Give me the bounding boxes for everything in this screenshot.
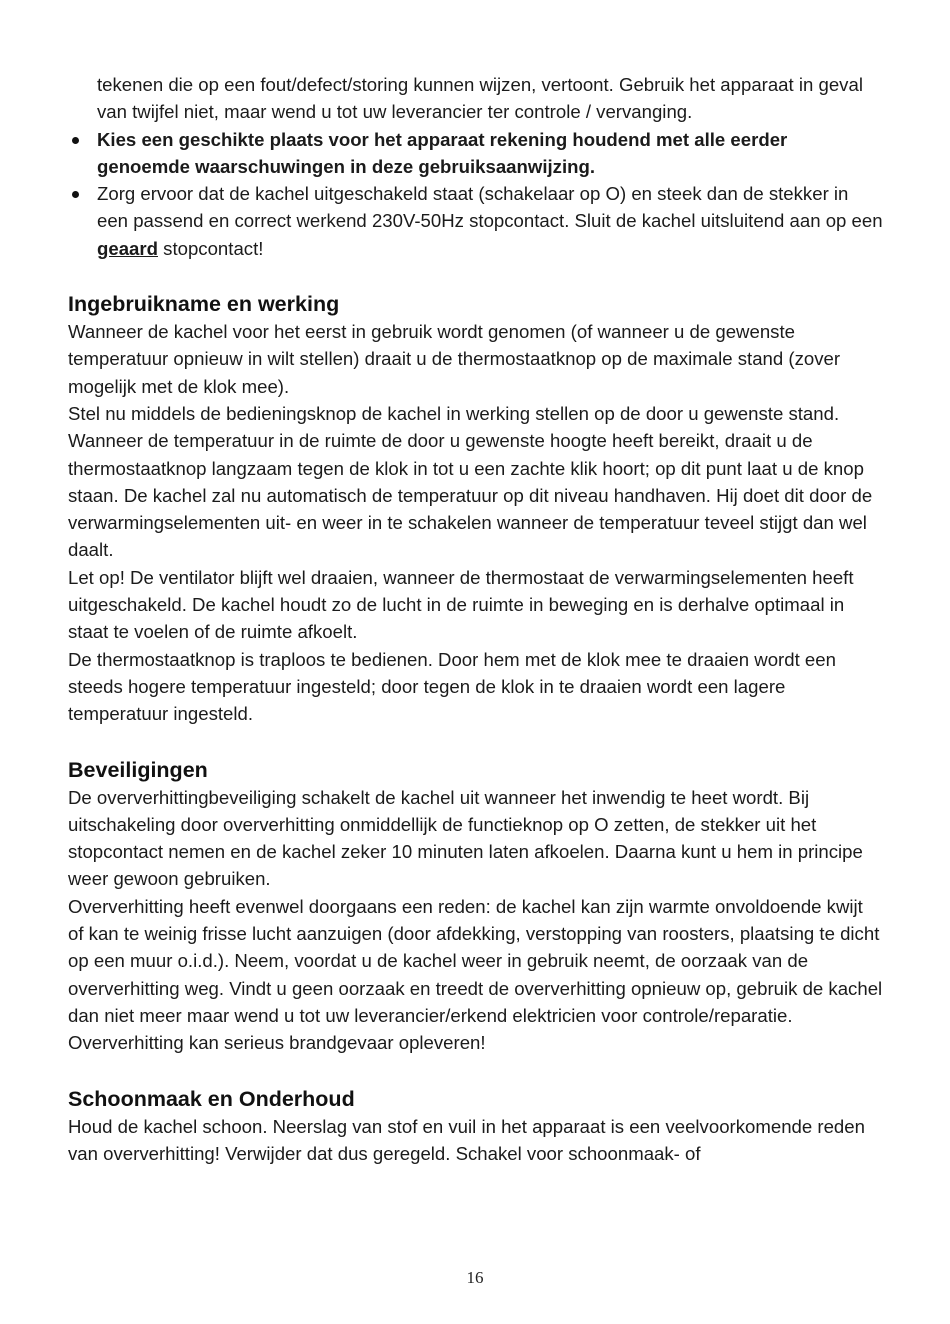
bullet-text: Kies een geschikte plaats voor het apparaat rekening houdend met alle eerder genoemde waarschuwingen in deze gebruiksaanwijzing. (97, 128, 788, 177)
continued-paragraph: tekenen die op een fout/defect/storing kunnen wijzen, vertoont. Gebruik het apparaat in geval van twijfel niet, maar wend u tot uw leverancier ter controle / vervanging. (97, 74, 863, 123)
safety-bullet-list (68, 126, 883, 262)
paragraph: Wanneer de kachel voor het eerst in gebruik wordt genomen (of wanneer u de gewenste temperatuur opnieuw in wilt stellen) draait u de thermostaatknop op de maximale stand (zover mogelijk met de klok mee). (68, 321, 841, 397)
list-item (68, 180, 883, 262)
section-heading: Schoonmaak en Onderhoud (68, 1086, 355, 1111)
page-content (68, 71, 883, 1167)
bullet-text: Zorg ervoor dat de kachel uitgeschakeld staat (schakelaar op O) en steek dan de stekker in een passend en correct werkend 230V-50Hz stopcontact. Sluit de kachel uitsluitend aan op een (97, 183, 883, 232)
bullet-text-end: stopcontact! (157, 237, 264, 259)
paragraph: De oververhittingbeveiliging schakelt de kachel uit wanneer het inwendig te heet wordt. Bij uitschakeling door oververhitting onmiddellijk de functieknop op O zetten, de stekker uit het stopcontact nemen en de kachel zeker 10 minuten laten afkoelen. Daarna kunt u hem in principe weer gewoon gebruiken. (68, 786, 863, 890)
bullet-icon (72, 191, 79, 198)
page-number: 16 (466, 1268, 484, 1287)
paragraph: Houd de kachel schoon. Neerslag van stof en vuil in het apparaat is een veelvoorkomende reden van oververhitting! Verwijder dat dus geregeld. Schakel voor schoonmaak- of (68, 1115, 865, 1164)
paragraph: Oververhitting heeft evenwel doorgaans een reden: de kachel kan zijn warmte onvoldoende kwijt of kan te weinig frisse lucht aanzuigen (door afdekking, verstopping van roosters, plaatsing te dicht op een muur o.i.d.). Neem, voordat u de kachel weer in gebruik neemt, de oorzaak van de oververhitting weg. Vindt u geen oorzaak en treedt de oververhitting opnieuw op, gebruik de kachel dan niet meer maar wend u tot uw leverancier/erkend elektricien voor controle/reparatie. Oververhitting kan serieus brandgevaar opleveren! (68, 895, 883, 1054)
section-ingebruikname (68, 290, 883, 727)
section-heading: Beveiligingen (68, 757, 208, 782)
section-heading: Ingebruikname en werking (68, 292, 340, 317)
section-schoonmaak (68, 1085, 883, 1168)
underlined-emphasis: geaard (97, 237, 158, 259)
paragraph: Stel nu middels de bedieningsknop de kachel in werking stellen op de door u gewenste stand. Wanneer de temperatuur in de ruimte de door u gewenste hoogte heeft bereikt, draait u de thermostaatknop langzaam tegen de klok in tot u een zachte klik hoort; op dit punt laat u de knop staan. De kachel zal nu automatisch de temperatuur op dit niveau handhaven. Hij doet dit door de verwarmingselementen uit- en weer in te schakelen wanneer de temperatuur teveel stijgt dan wel daalt. (68, 402, 873, 561)
paragraph: Let op! De ventilator blijft wel draaien, wanneer de thermostaat de verwarmingselementen heeft uitgeschakeld. De kachel houdt zo de lucht in de ruimte in beweging en is derhalve optimaal in staat te voelen of de ruimte afkoelt. (68, 566, 854, 643)
bullet-icon (72, 137, 79, 144)
paragraph: De thermostaatknop is traploos te bedienen. Door hem met de klok mee te draaien wordt een steeds hogere temperatuur ingesteld; door tegen de klok in te draaien wordt een lagere temperatuur ingesteld. (68, 648, 836, 725)
list-item (68, 126, 883, 181)
section-beveiligingen (68, 756, 883, 1057)
